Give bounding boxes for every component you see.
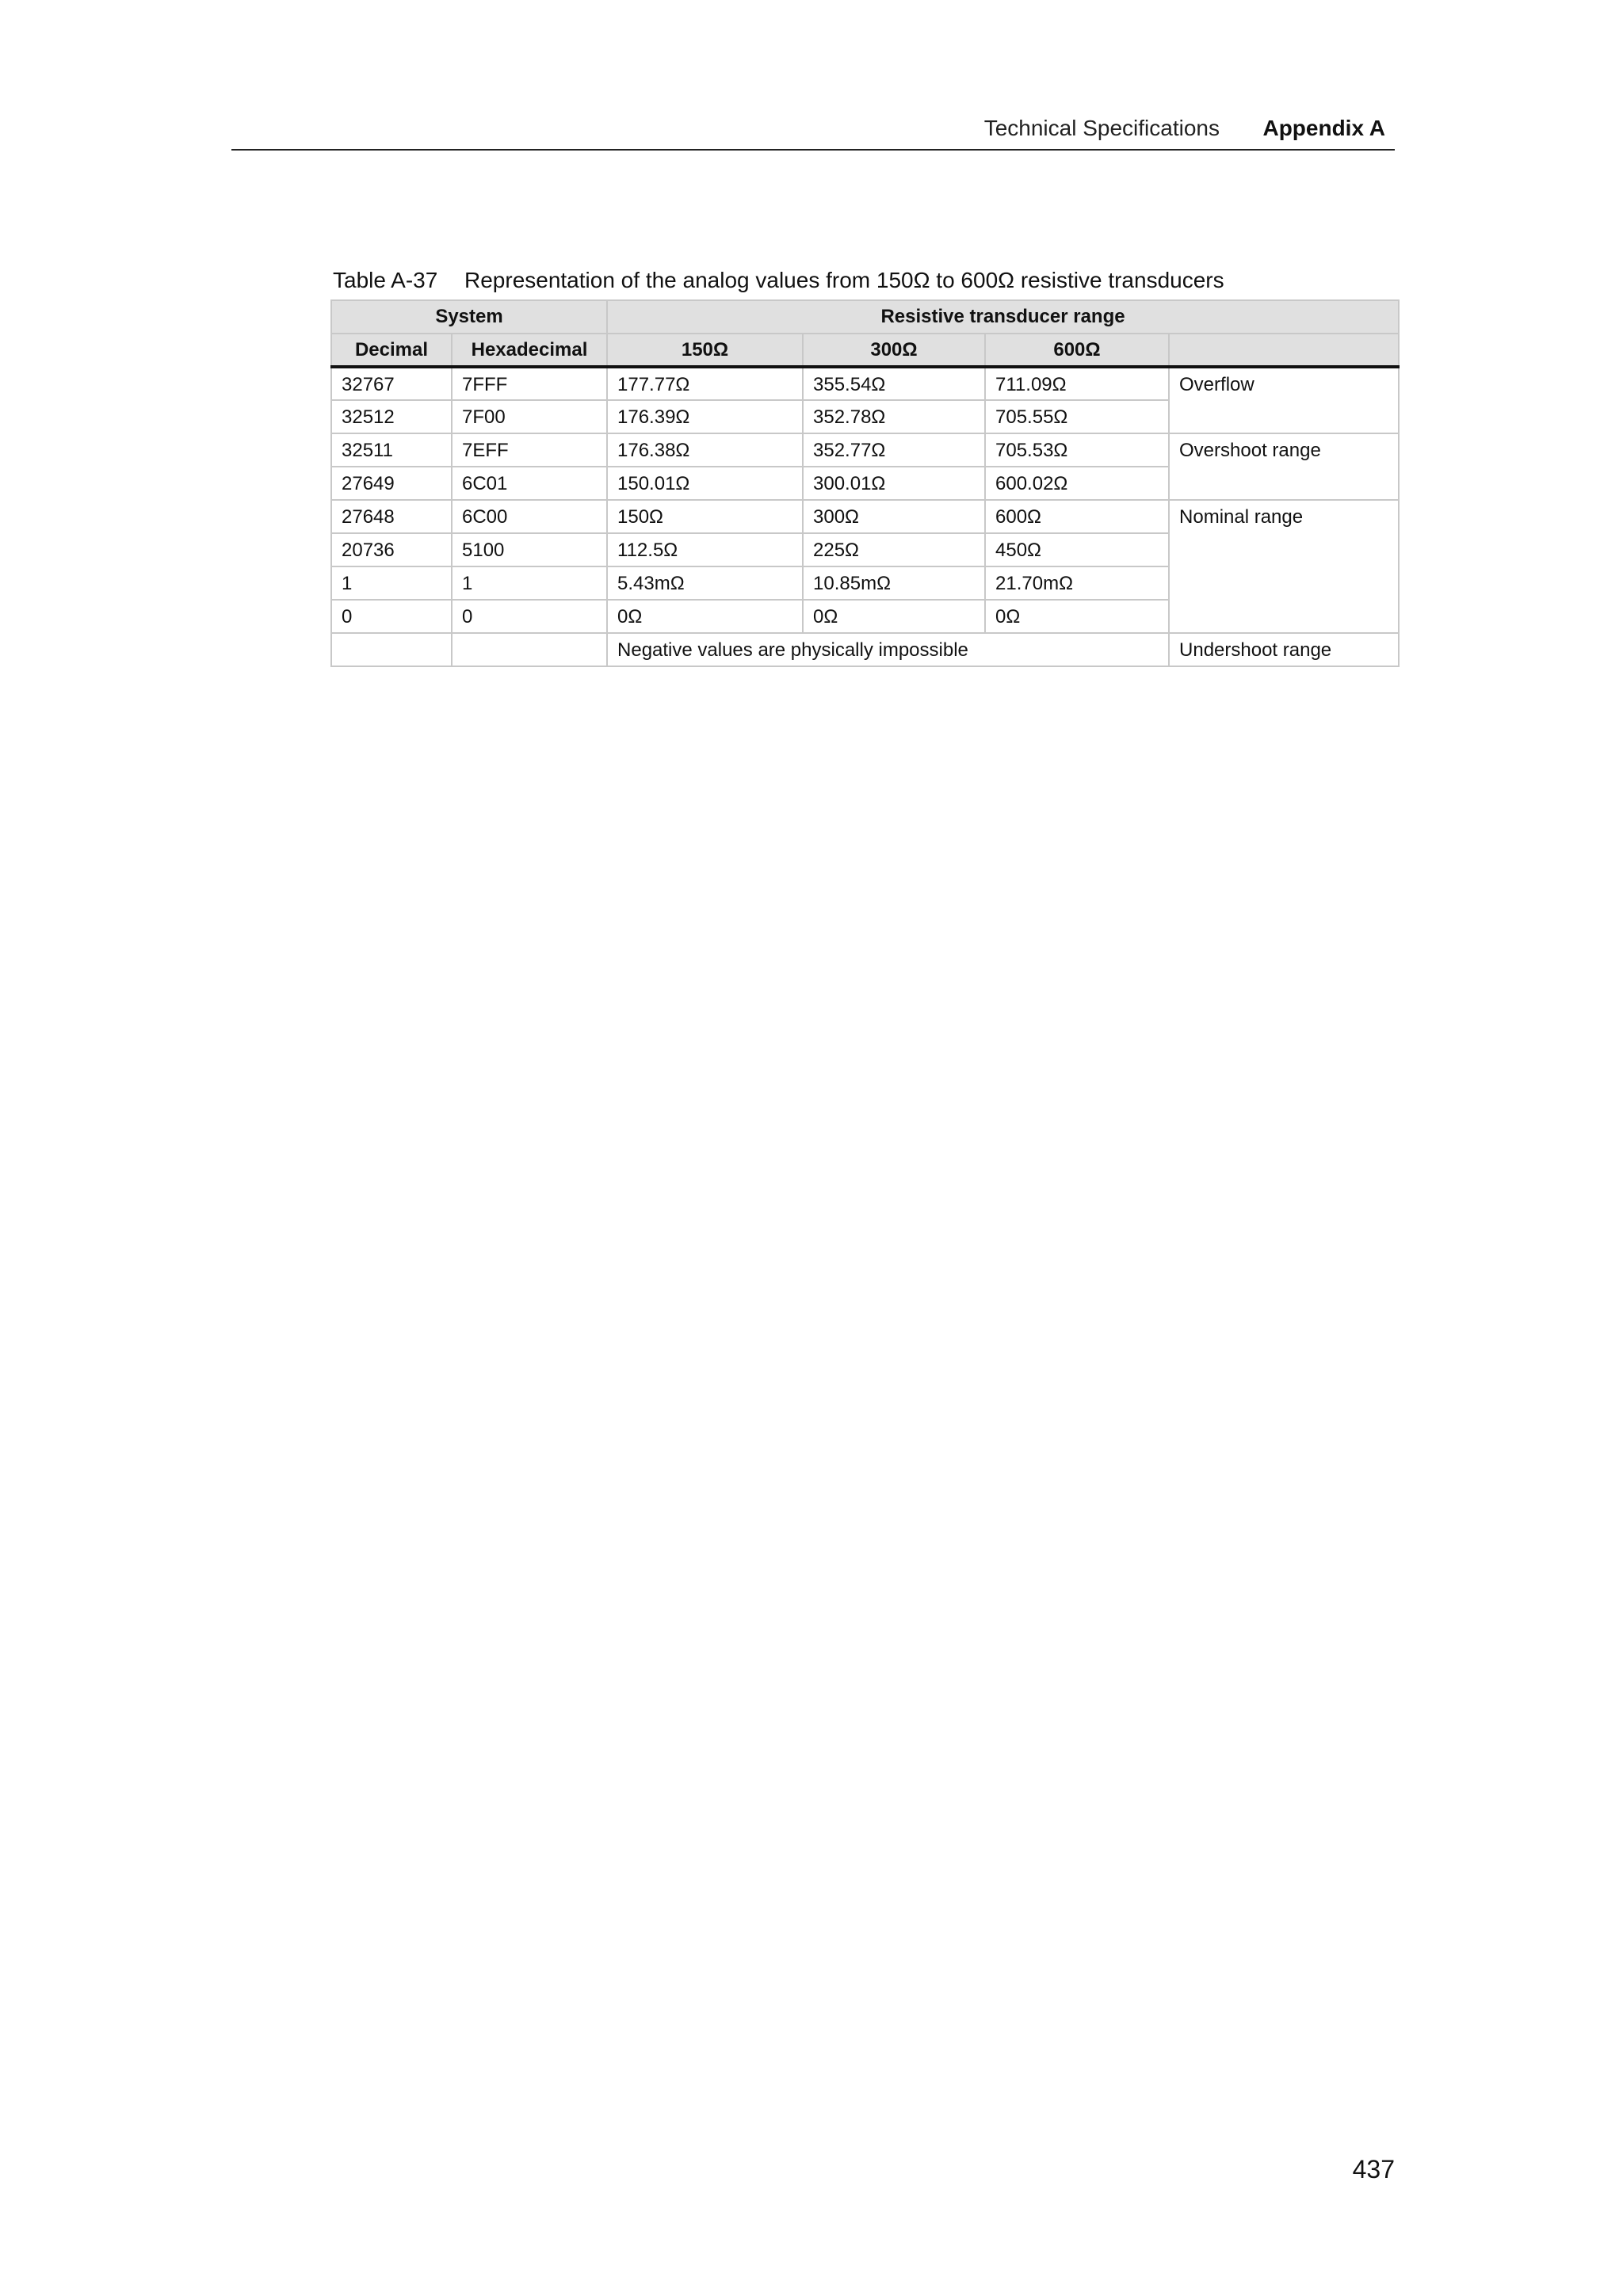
r600-cell: 600Ω	[985, 500, 1169, 533]
decimal-cell: 20736	[331, 533, 452, 566]
range-label-header	[1169, 334, 1399, 367]
r150-cell: 112.5Ω	[607, 533, 803, 566]
r300-header: 300Ω	[803, 334, 985, 367]
table-row	[331, 367, 1399, 400]
r300-cell: 10.85mΩ	[803, 566, 985, 600]
r150-cell: 176.38Ω	[607, 433, 803, 467]
r300-cell: 225Ω	[803, 533, 985, 566]
table-row	[331, 433, 1399, 467]
hex-cell: 5100	[452, 533, 607, 566]
r600-cell: 705.55Ω	[985, 400, 1169, 433]
decimal-cell	[331, 633, 452, 666]
decimal-cell: 32511	[331, 433, 452, 467]
hex-cell: 7EFF	[452, 433, 607, 467]
hex-cell: 0	[452, 600, 607, 633]
r150-cell: 5.43mΩ	[607, 566, 803, 600]
range-overshoot-cell: Overshoot range	[1169, 433, 1399, 500]
r150-cell: 150Ω	[607, 500, 803, 533]
header-appendix-label: Appendix A	[1262, 116, 1385, 140]
range-overflow-cell: Overflow	[1169, 367, 1399, 433]
decimal-header: Decimal	[331, 334, 452, 367]
decimal-cell: 32512	[331, 400, 452, 433]
r600-header: 600Ω	[985, 334, 1169, 367]
r600-cell: 21.70mΩ	[985, 566, 1169, 600]
r150-cell: 177.77Ω	[607, 367, 803, 400]
r300-cell: 0Ω	[803, 600, 985, 633]
table-row	[331, 633, 1399, 666]
hex-cell: 6C00	[452, 500, 607, 533]
r300-cell: 300.01Ω	[803, 467, 985, 500]
decimal-cell: 27649	[331, 467, 452, 500]
page-number: 437	[1352, 2155, 1395, 2183]
r600-cell: 450Ω	[985, 533, 1169, 566]
r600-cell: 705.53Ω	[985, 433, 1169, 467]
range-nominal-cell: Nominal range	[1169, 500, 1399, 633]
r600-cell: 711.09Ω	[985, 367, 1169, 400]
decimal-cell: 1	[331, 566, 452, 600]
table-row	[331, 500, 1399, 533]
r300-cell: 355.54Ω	[803, 367, 985, 400]
table-title: Representation of the analog values from 150Ω to 600Ω resistive transducers	[464, 268, 1224, 292]
table-number: Table A-37	[333, 268, 438, 292]
header-section-title: Technical Specifications	[983, 116, 1220, 140]
r300-cell: 352.78Ω	[803, 400, 985, 433]
system-header: System	[331, 300, 607, 334]
table-column-header-row	[331, 334, 1399, 367]
hex-cell: 1	[452, 566, 607, 600]
r600-cell: 0Ω	[985, 600, 1169, 633]
table-group-header-row	[331, 300, 1399, 334]
range-header: Resistive transducer range	[607, 300, 1399, 334]
r150-cell: 150.01Ω	[607, 467, 803, 500]
hex-cell: 6C01	[452, 467, 607, 500]
r150-cell: 176.39Ω	[607, 400, 803, 433]
r150-cell: 0Ω	[607, 600, 803, 633]
r600-cell: 600.02Ω	[985, 467, 1169, 500]
table-caption	[333, 268, 1224, 293]
r150-header: 150Ω	[607, 334, 803, 367]
page-header	[231, 111, 1395, 151]
hex-cell	[452, 633, 607, 666]
hexadecimal-header: Hexadecimal	[452, 334, 607, 367]
decimal-cell: 32767	[331, 367, 452, 400]
decimal-cell: 0	[331, 600, 452, 633]
negative-values-note: Negative values are physically impossible	[607, 633, 1169, 666]
range-undershoot-cell: Undershoot range	[1169, 633, 1399, 666]
hex-cell: 7F00	[452, 400, 607, 433]
r300-cell: 352.77Ω	[803, 433, 985, 467]
hex-cell: 7FFF	[452, 367, 607, 400]
analog-values-table	[330, 299, 1400, 667]
decimal-cell: 27648	[331, 500, 452, 533]
r300-cell: 300Ω	[803, 500, 985, 533]
